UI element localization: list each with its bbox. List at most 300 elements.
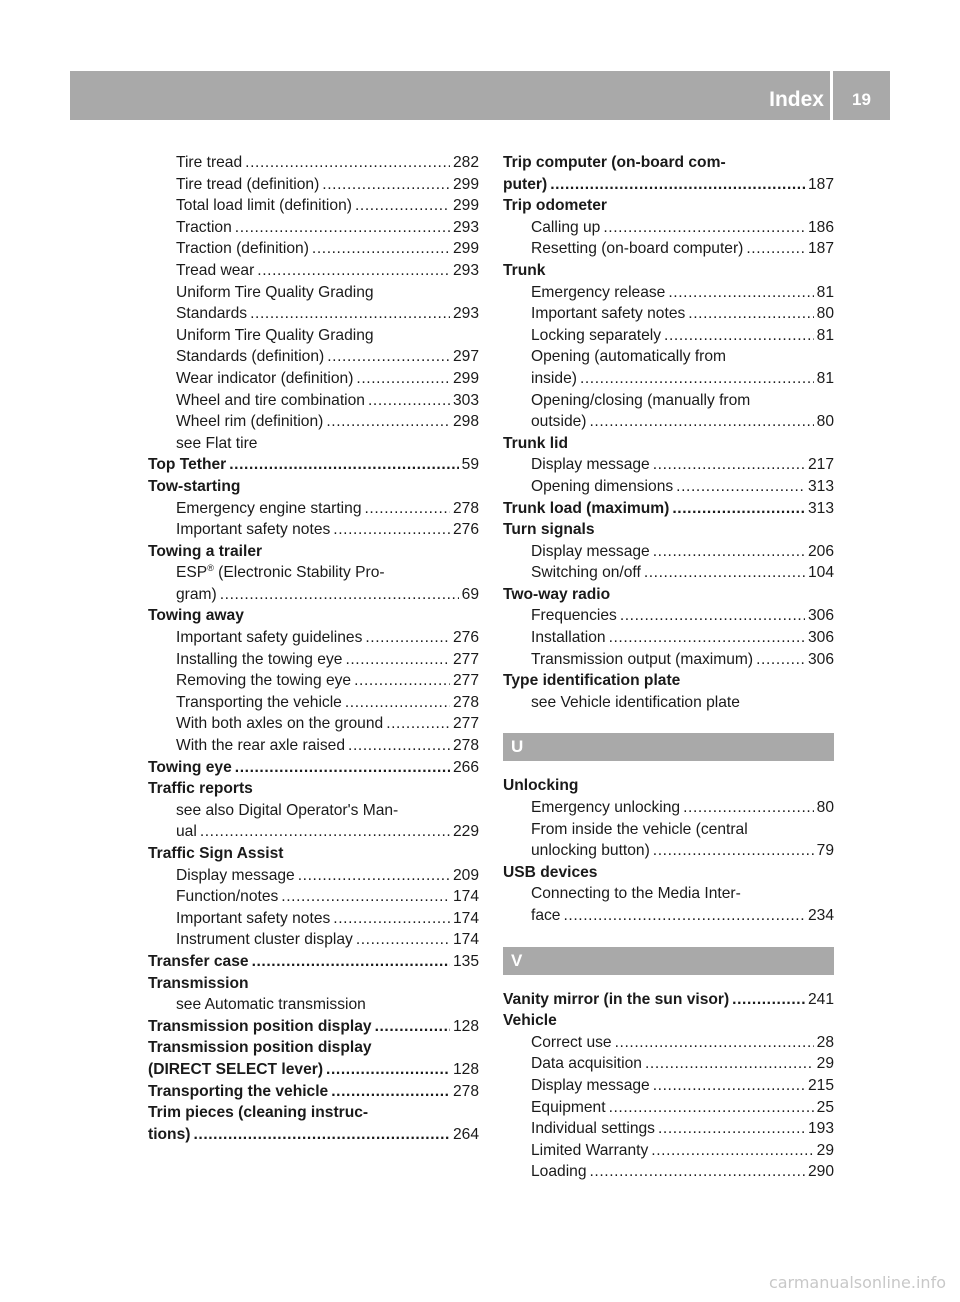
index-entry [148,1037,479,1059]
index-subentry [148,303,479,325]
dot-leader [563,905,804,927]
dot-leader [331,1081,450,1103]
index-subentry [148,325,479,347]
page-reference: 206 [807,542,834,560]
index-subentry [503,819,834,841]
page-reference: 276 [452,521,479,539]
page-reference: 29 [816,1055,834,1073]
index-entry [148,843,479,865]
entry-text: Opening/closing (manually from [531,391,751,409]
dot-leader [355,195,450,217]
entry-text: tions) [148,1125,191,1143]
page-reference: 80 [816,305,834,323]
entry-text: Trim pieces (cleaning instruc- [148,1104,369,1122]
index-subentry [503,649,834,671]
page-reference: 81 [816,326,834,344]
index-subentry [148,692,479,714]
index-subentry [148,174,479,196]
page-reference: 298 [452,413,479,431]
entry-text: Frequencies [531,607,617,625]
page-reference: 299 [452,197,479,215]
index-subentry [503,454,834,476]
index-entry [148,476,479,498]
dot-leader [356,368,450,390]
dot-leader [644,562,805,584]
entry-text: gram) [176,585,217,603]
index-subentry [148,433,479,455]
entry-text: Locking separately [531,326,662,344]
index-entry [148,1059,479,1081]
entry-text: Standards (definition) [176,348,325,366]
page-reference: 266 [452,758,479,776]
index-subentry [148,800,479,822]
page-reference: 313 [807,499,834,517]
page-reference: 306 [807,607,834,625]
index-subentry [148,368,479,390]
index-subentry [503,1097,834,1119]
page-reference: 293 [452,305,479,323]
dot-leader [200,821,450,843]
index-subentry [148,627,479,649]
dot-leader [589,411,813,433]
entry-text: Emergency unlocking [531,799,681,817]
index-entry [148,1016,479,1038]
index-entry [503,433,834,455]
entry-text: inside) [531,369,577,387]
index-entry [503,1010,834,1032]
index-subentry [148,562,479,584]
entry-text: Emergency release [531,283,666,301]
entry-text: Display message [531,1076,650,1094]
entry-text: Top Tether [148,456,227,474]
entry-text: Standards [176,305,248,323]
entry-text: see Flat tire [176,434,258,452]
page-reference: 215 [807,1076,834,1094]
dot-leader [326,1059,450,1081]
dot-leader [645,1053,814,1075]
page-reference: 81 [816,369,834,387]
page-reference: 229 [452,823,479,841]
dot-leader [235,757,450,779]
page-reference: 187 [807,175,834,193]
index-entry [148,541,479,563]
index-subentry [148,390,479,412]
entry-text: Trunk lid [503,434,568,452]
dot-leader [580,368,814,390]
index-subentry [503,346,834,368]
page-reference: 174 [452,909,479,927]
index-subentry [503,325,834,347]
page-reference: 187 [807,240,834,258]
index-letter-heading: V [503,947,834,975]
page-reference: 29 [816,1141,834,1159]
entry-text: Equipment [531,1098,606,1116]
entry-text: Data acquisition [531,1055,642,1073]
entry-text: Traction [176,218,232,236]
page-reference: 174 [452,931,479,949]
page-reference: 128 [452,1060,479,1078]
index-subentry [148,713,479,735]
dot-leader [333,908,450,930]
page-reference: 277 [452,672,479,690]
dot-leader [257,260,450,282]
index-subentry [148,865,479,887]
index-subentry [148,411,479,433]
entry-text-part: ESP [176,564,208,582]
page-reference: 313 [807,477,834,495]
index-entry [148,1081,479,1103]
page-reference: 69 [461,585,479,603]
index-entry [503,195,834,217]
entry-text [176,562,385,584]
page-reference: 277 [452,650,479,668]
page-reference: 217 [807,456,834,474]
dot-leader [653,454,805,476]
entry-text: Transmission position display [148,1017,372,1035]
page-reference: 186 [807,218,834,236]
entry-text: Tire tread (definition) [176,175,320,193]
entry-text: (DIRECT SELECT lever) [148,1060,324,1078]
dot-leader [653,840,814,862]
index-subentry [503,605,834,627]
dot-leader [756,649,805,671]
entry-text: Calling up [531,218,601,236]
page-reference: 80 [816,413,834,431]
entry-text: Total load limit (definition) [176,197,352,215]
page-reference: 278 [452,1082,479,1100]
dot-leader [348,735,450,757]
entry-text: Correct use [531,1033,612,1051]
index-subentry [503,1053,834,1075]
index-subentry [503,1140,834,1162]
index-subentry [148,217,479,239]
dot-leader [664,325,814,347]
page-header [70,71,890,120]
watermark: carmanualsonline.info [768,1273,946,1292]
entry-text: Installation [531,629,606,647]
entry-text: Important safety notes [176,521,331,539]
entry-text: Trip odometer [503,197,607,215]
page-reference: 293 [452,218,479,236]
entry-text: Uniform Tire Quality Grading [176,326,374,344]
page-reference: 303 [452,391,479,409]
dot-leader [345,692,450,714]
page-reference: 104 [807,564,834,582]
page-reference: 128 [452,1017,479,1035]
entry-text: Individual settings [531,1120,655,1138]
dot-leader [365,498,450,520]
dot-leader [386,713,450,735]
dot-leader [245,152,450,174]
dot-leader [672,498,805,520]
index-subentry [148,994,479,1016]
page-reference: 290 [807,1163,834,1181]
page-reference: 306 [807,629,834,647]
entry-text: Resetting (on-board computer) [531,240,744,258]
entry-text: Function/notes [176,888,279,906]
entry-text: Tow-starting [148,477,241,495]
entry-text: outside) [531,413,587,431]
index-entry [503,862,834,884]
index-entry [503,498,834,520]
page-reference: 241 [807,990,834,1008]
dot-leader [746,238,805,260]
index-subentry [503,562,834,584]
entry-text: Trip computer (on-board com- [503,154,726,171]
page-reference: 234 [807,907,834,924]
index-subentry [503,390,834,412]
entry-text: Uniform Tire Quality Grading [176,283,374,301]
index-subentry [503,238,834,260]
dot-leader [550,174,805,196]
index-entry [503,260,834,282]
index-letter-heading: U [503,733,834,761]
entry-text: Installing the towing eye [176,650,343,668]
index-subentry [503,1161,834,1183]
index-entry [148,951,479,973]
page-reference: 174 [452,888,479,906]
entry-text: Opening (automatically from [531,348,727,366]
dot-leader [609,1097,814,1119]
entry-text: Vanity mirror (in the sun visor) [503,990,730,1008]
page-reference: 278 [452,693,479,711]
entry-text-part: (Electronic Stability Pro- [213,564,385,582]
entry-text: Type identification plate [503,672,681,690]
dot-leader [688,303,813,325]
entry-text: Towing eye [148,758,232,776]
index-subentry [503,905,834,927]
entry-text: Unlocking [503,777,579,795]
index-subentry [148,282,479,304]
dot-leader [603,217,805,239]
dot-leader [326,411,450,433]
entry-text: Limited Warranty [531,1141,649,1159]
entry-text: Important safety notes [531,305,686,323]
entry-text: Opening dimensions [531,477,674,495]
dot-leader [252,951,450,973]
page-reference: 28 [816,1033,834,1051]
entry-text: Towing a trailer [148,542,263,560]
entry-text: USB devices [503,863,598,881]
entry-text: ual [176,823,197,841]
entry-text: Transfer case [148,952,249,970]
index-subentry [148,649,479,671]
dot-leader [281,886,450,908]
index-subentry [148,584,479,606]
entry-text: Loading [531,1163,587,1181]
entry-text: Tire tread [176,154,243,171]
index-entry [503,519,834,541]
index-entry [503,670,834,692]
entry-text: see also Digital Operator's Man- [176,801,399,819]
index-subentry [148,908,479,930]
entry-text: Two-way radio [503,585,611,603]
entry-text: puter) [503,175,548,193]
dot-leader [327,346,450,368]
dot-leader [732,989,805,1011]
index-subentry [503,627,834,649]
entry-text: Tread wear [176,261,255,279]
entry-text: Wheel and tire combination [176,391,365,409]
dot-leader [375,1016,450,1038]
dot-leader [235,217,450,239]
page-reference: 193 [807,1120,834,1138]
entry-text: Towing away [148,607,244,625]
entry-text: Instrument cluster display [176,931,353,949]
index-subentry [503,541,834,563]
index-subentry [148,195,479,217]
index-entry [503,174,834,196]
entry-text: Emergency engine starting [176,499,362,517]
index-subentry [503,1032,834,1054]
entry-text: Important safety guidelines [176,629,363,647]
dot-leader [676,476,805,498]
index-subentry [503,217,834,239]
page-reference: 277 [452,715,479,733]
index-entry [148,757,479,779]
entry-text: see Vehicle identification plate [531,693,740,711]
entry-text: Removing the towing eye [176,672,352,690]
index-subentry [503,411,834,433]
entry-text: With both axles on the ground [176,715,384,733]
dot-leader [345,649,450,671]
dot-leader [620,605,805,627]
index-subentry [503,476,834,498]
dot-leader [590,1161,805,1183]
page-reference: 299 [452,240,479,258]
entry-text: see Automatic transmission [176,996,366,1014]
page-reference: 209 [452,866,479,884]
index-entry [148,1124,479,1146]
index-subentry [503,840,834,862]
page-reference: 282 [452,154,479,171]
index-subentry [503,1118,834,1140]
page-reference: 79 [816,842,834,860]
index-subentry [148,260,479,282]
entry-text: Wear indicator (definition) [176,369,354,387]
page-reference: 25 [816,1098,834,1116]
entry-text: Switching on/off [531,564,641,582]
dot-leader [250,303,450,325]
entry-text: Trunk load (maximum) [503,499,670,517]
index-subentry [503,797,834,819]
index-subentry [148,929,479,951]
dot-leader [322,174,450,196]
index-entry [148,1102,479,1124]
entry-text: Connecting to the Media Inter- [531,885,741,903]
entry-text: Transporting the vehicle [176,693,342,711]
dot-leader [368,390,450,412]
dot-leader [668,282,813,304]
index-subentry [148,886,479,908]
dot-leader [365,627,450,649]
entry-text: Transmission [148,974,249,992]
entry-text: Display message [176,866,295,884]
index-subentry [503,282,834,304]
dot-leader [312,238,450,260]
index-column-right [503,152,834,1183]
dot-leader [683,797,814,819]
page-reference: 278 [452,499,479,517]
dot-leader [220,584,459,606]
dot-leader [615,1032,814,1054]
dot-leader [653,1075,805,1097]
entry-text: Display message [531,456,650,474]
index-subentry [148,821,479,843]
page-reference: 306 [807,650,834,668]
page-reference: 299 [452,369,479,387]
registered-mark: ® [207,563,214,574]
dot-leader [229,454,458,476]
page-reference: 59 [461,456,479,474]
index-subentry [503,1075,834,1097]
index-subentry [148,238,479,260]
entry-text: Display message [531,542,650,560]
dot-leader [658,1118,805,1140]
page-reference: 278 [452,737,479,755]
entry-text: Transporting the vehicle [148,1082,329,1100]
index-subentry [503,368,834,390]
entry-text: Traction (definition) [176,240,309,258]
entry-text: Wheel rim (definition) [176,413,324,431]
page-reference: 299 [452,175,479,193]
index-subentry [503,692,834,714]
page-reference: 81 [816,283,834,301]
page-reference: 293 [452,261,479,279]
page-reference: 264 [452,1125,479,1143]
dot-leader [609,627,805,649]
index-subentry [148,670,479,692]
entry-text: Transmission output (maximum) [531,650,754,668]
dot-leader [653,541,805,563]
page-reference: 80 [816,799,834,817]
index-entry [148,605,479,627]
dot-leader [354,670,450,692]
index-entry [503,775,834,797]
index-entry [148,973,479,995]
entry-text: Traffic Sign Assist [148,845,284,862]
section-title: Index [769,88,824,111]
entry-text: With the rear axle raised [176,737,346,755]
entry-text: Important safety notes [176,909,331,927]
index-column-left [148,152,479,1145]
index-entry [503,989,834,1011]
index-entry [148,454,479,476]
index-entry [148,778,479,800]
index-subentry [503,303,834,325]
index-subentry [148,519,479,541]
entry-text: Transmission position display [148,1039,372,1057]
entry-text: face [531,907,561,924]
index-subentry [148,152,479,174]
entry-text: unlocking button) [531,842,650,860]
entry-text: Turn signals [503,521,595,539]
dot-leader [333,519,450,541]
index-subentry [148,498,479,520]
index-subentry [148,346,479,368]
index-subentry [148,735,479,757]
page-reference: 276 [452,629,479,647]
index-entry [503,152,834,174]
entry-text: From inside the vehicle (central [531,820,748,838]
index-subentry [503,883,834,905]
entry-text: Traffic reports [148,780,253,798]
page-reference: 297 [452,348,479,366]
index-entry [503,584,834,606]
entry-text: Vehicle [503,1012,557,1030]
page-number: 19 [852,90,871,109]
page-reference: 135 [452,952,479,970]
